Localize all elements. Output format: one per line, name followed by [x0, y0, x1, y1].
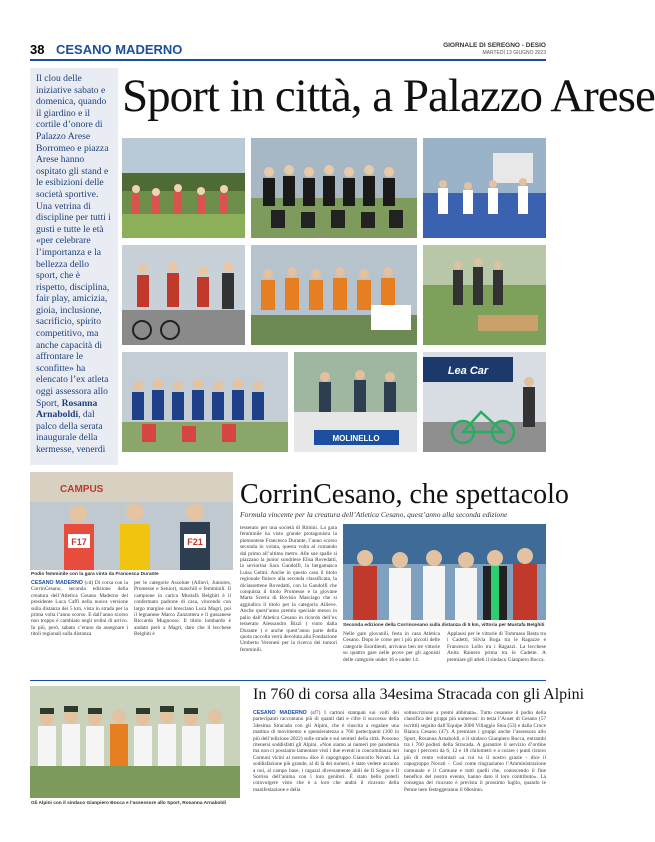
article2-col1: CESANO MADERNO (cd) Di corsa con la CorrinCesano, seconda edizione della creatura dell’Atletica Cesano Maderno del presidente Luca Caffi nella nuova versione sulla distanza dei 5 km, vista in strada per la prima volta l’anno scorso. E dall’anno scorso non troppo è cambiato negli ordini di arrivo. In più, però, sabato c’erano da assegnare i titoli regionali sulla distanza — [31, 580, 129, 638]
article3-headline: In 760 di corsa alla 34esima Stracada con gli Alpini — [253, 686, 585, 703]
photo-bicycle-display — [423, 352, 546, 452]
photo-caption-left: Podio femminile con la gara vinta da Francesca Durante — [31, 572, 159, 577]
photo-women-podium — [30, 472, 233, 570]
intro-box — [30, 68, 118, 465]
photo-men-podium — [343, 524, 546, 620]
article2-col2: per le categorie Assolute (Allievi, Juniores, Promesse e Senior), maschili e femminili. Il campione in carica Mustafà Belghiti è il confermato padrone di casa, vincendo con largo margine sul bresciano Luca Magri, poi il legnanese Marco Zanzottera e il gussanese Riccardo Mugnosso. Il titolo lombardo è andato però a Magri, dato che il lecchese Belghiti è — [134, 580, 231, 638]
photo-molinello-stand — [294, 352, 417, 452]
article1-headline: Sport in città, a Palazzo Arese — [122, 70, 655, 122]
photo-group-dancers — [251, 138, 417, 238]
section-title: CESANO MADERNO — [56, 42, 183, 57]
article2-subheadline: Formula vincente per la creatura dell’Atletica Cesano, quest’anno alla seconda edizione — [240, 510, 508, 519]
issue-date: MARTEDÌ 13 GIUGNO 2023 — [482, 50, 546, 56]
photo-alpini-group — [30, 686, 240, 798]
leacar-banner: Lea Car — [447, 365, 489, 377]
photo-martial-arts — [423, 138, 546, 238]
header-rule — [30, 59, 546, 61]
article2-col3: tesserato per una società di Rimini. La gara femminile ha visto grande protagonista la piemontese Francesca Durante, l’anno scorso seconda in volata, questa volta al comando dal primo all’ultimo metro. Alle sue spalle si piazzano la junior sondriese Elisa Rovedatti, la seviorina Sara Gandolfi, la bergamasca Luisa Gelmi. Anche in questo caso il titolo regionale finisce alla seconda classificata, la diciassettene Rovedatti, con la Gandolfi che conquista il titolo Promesse e la giovane Marta Scerra di Bovisio Masciago che si aggiudica il titolo per la categoria Allieve. Anche quest’anno premio speciale messo in palio dall’Atletica Cesano in ricordo dell’ex tesserato Alessandro Bizzi ( vinto dalla Durante ) e anche quest’anno parte della quota raccolta verrà devoluta alla Fondazione Umberto Veronesi per la ricerca dei tumori femminili. — [240, 525, 337, 653]
newspaper-name: GIORNALE DI SEREGNO - DESIO — [443, 42, 546, 49]
article3-col2: sottoscrizione a premi abbinata». Tutto cesanese il podio della classifica dei gruppi più numerosi: in testa l’Auser di Cesano (57 iscritti) seguito dall’Equipe 2000 Villaggio Snia (53) e dalla Croce Bianca Cesano (47). A premiare i gruppi anche l’assessora allo Sport, Rosanna Arnaboldi, e il sindaco Gianpiero Bocca, entrambi tra i 760 podisti della Stracada. A garantire il servizio d’ordine lungo i percorsi da 6, 12 e 18 chilometri e a curare i punti ristoro più di cento volontari «a cui va il nostro grazie - dice il capogruppo Novati -. Così come ringraziamo l’Amministrazione comunale e il Comune e tutti quelli che, conoscendo il fine benefico del nostro evento, hanno dato il loro contributo». La consegna del ricavato è prevista il prossimo luglio, quando le Penne nere festeggeranno il 60esimo. — [404, 710, 546, 793]
intro-text: Il clou delle iniziative sabato e domenica, quando il giardino e il cortile d’onore di Palazzo Arese Borromeo e piazza Arese hanno ospitato gli stand e le esibizioni delle società sportive. Una vetrina di discipline per tutti i gusti e tutte le età «per celebrare l’importanza e la bellezza dello sport, che è rispetto, disciplina, fair play, amicizia, gioia, inclusione, sacrificio, spirito competitivo, ma anche capacità di affrontare le sconfitte» ha elencato l’ex atleta oggi assessora allo Sport, — [36, 73, 111, 409]
intro-name: Rosanna Arnaboldi — [36, 397, 98, 421]
campus-banner: CAMPUS — [60, 484, 104, 495]
intro-text-end: , dal palco della serata inaugurale della kermesse, venerdì — [36, 409, 106, 455]
bib-number: F17 — [71, 537, 87, 547]
photo-kids-garden — [122, 138, 245, 238]
molinello-banner: MOLINELLO — [332, 434, 380, 443]
photo-caption-alpini: Gli Alpini con il sindaco Gianpiero Bocca e l’assessore allo Sport, Rosanna Arnaboldi — [31, 801, 227, 806]
article2-col4: Nelle gare giovanili, festa in casa Atletica Cesano. Dopo le corse per i più piccoli delle categorie Esordienti, arrivano ben tre vittorie su quattro gare nelle prove per gli agonisti delle categorie under 16 e under 14. — [343, 631, 440, 663]
photo-bocce — [423, 245, 546, 345]
article3-col1: CESANO MADERNO (sf7) I cartoni stampati sui volti dei partecipanti raccontano più di quanti dati e cifre il successo della 34esima Stracada con gli Alpini, che è riuscita a regalare una mattina di movimento e spensieratezza a 760 partecipanti (100 in più dell’edizione 2022) sulle strade e sui sentieri della città. Possono ritenersi soddisfatti gli Alpini. «Non siamo ai numeri pre pandemia ma non ci possiamo lamentare visti i due eventi in concomitanza nei Comuni vicini al nostro» dice il capogruppo Giancarlo Novati. La soddisfazione più grande, al di là dei numeri, è stato vedere accanto a noi, al campo base, i ragazzi diversamente abili de Il Sogno e Il Sorriso dell’anima con i loro genitori. È stato bello poterli coinvolgere visto che è a loro che andrà il ricavato della manifestazione e della — [253, 710, 400, 793]
dateline: CESANO MADERNO — [31, 580, 83, 586]
photo-youth-team — [122, 352, 288, 452]
section-rule — [30, 680, 546, 681]
photo-cyclists — [122, 245, 245, 345]
bib-number: F21 — [187, 537, 203, 547]
dateline: CESANO MADERNO — [253, 710, 307, 716]
page-number: 38 — [30, 42, 45, 57]
photo-volunteers — [251, 245, 417, 345]
photo-caption-right: Seconda edizione della Corrincesano sulla distanza di 5 km, vittoria per Mustafa Belghiti — [343, 623, 545, 628]
article2-col5: Applausi per le vittorie di Tommaso Resta tra i Cadetti, Silvia Boga tra le Ragazze e Francesco Lollo tra i Ragazzi. La lecchese Anita Rainero prima tra le Cadette. A premiare gli atleti il sindaco Gianpiero Bocca. — [447, 631, 546, 663]
article2-headline: CorrinCesano, che spettacolo — [240, 479, 569, 510]
